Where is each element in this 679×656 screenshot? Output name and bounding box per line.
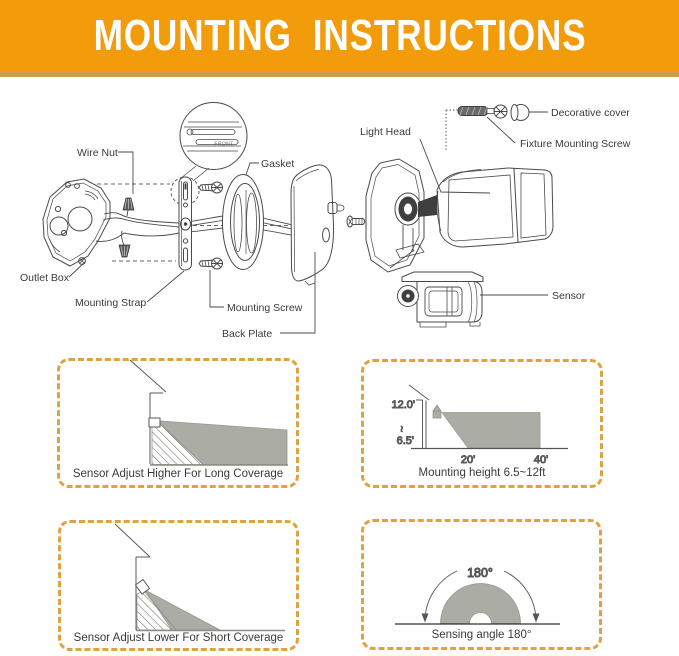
height-min-tick: 6.5' bbox=[396, 435, 414, 447]
wire-nut-drawing bbox=[119, 198, 134, 257]
page-title: MOUNTING INSTRUCTIONS bbox=[93, 11, 586, 60]
mounting-screw-bottom-drawing bbox=[199, 258, 223, 269]
back-plate-drawing bbox=[291, 165, 344, 285]
mounting-height-caption: Mounting height 6.5~12ft bbox=[418, 467, 546, 479]
mounting-screw-label: Mounting Screw bbox=[227, 302, 303, 314]
front-detail-callout bbox=[180, 103, 247, 182]
fixture-screw-drawing bbox=[446, 105, 529, 152]
mounting-screw-top-drawing bbox=[199, 182, 223, 193]
sensor-label: Sensor bbox=[552, 290, 586, 302]
distance-mid-tick: 20' bbox=[460, 454, 476, 466]
light-head-label: Light Head bbox=[360, 126, 411, 138]
outlet-box-label: Outlet Box bbox=[20, 272, 70, 284]
fixture-mounting-screw-label: Fixture Mounting Screw bbox=[520, 138, 631, 150]
pivot-screw-drawing bbox=[347, 216, 365, 227]
front-marking-text: FRONT bbox=[214, 141, 234, 148]
light-fixture-drawing bbox=[366, 159, 553, 327]
height-range-tilde: ~ bbox=[395, 425, 407, 433]
wire-nut-label: Wire Nut bbox=[77, 147, 118, 159]
short-coverage-caption: Sensor Adjust Lower For Short Coverage bbox=[73, 632, 284, 644]
decorative-cover-label: Decorative cover bbox=[551, 107, 630, 119]
long-coverage-caption: Sensor Adjust Higher For Long Coverage bbox=[72, 468, 284, 480]
distance-max-tick: 40' bbox=[533, 454, 549, 466]
gasket-label: Gasket bbox=[261, 158, 295, 170]
angle-value-label: 180° bbox=[467, 566, 493, 580]
height-max-tick: 12.0' bbox=[391, 399, 415, 411]
mounting-strap-drawing bbox=[179, 177, 192, 270]
sensing-angle-caption: Sensing angle 180° bbox=[431, 629, 532, 641]
back-plate-label: Back Plate bbox=[222, 328, 273, 340]
gasket-drawing bbox=[223, 175, 264, 270]
wires-drawing bbox=[96, 210, 298, 245]
outlet-box-drawing bbox=[43, 179, 110, 266]
mounting-strap-label: Mounting Strap bbox=[75, 297, 147, 309]
